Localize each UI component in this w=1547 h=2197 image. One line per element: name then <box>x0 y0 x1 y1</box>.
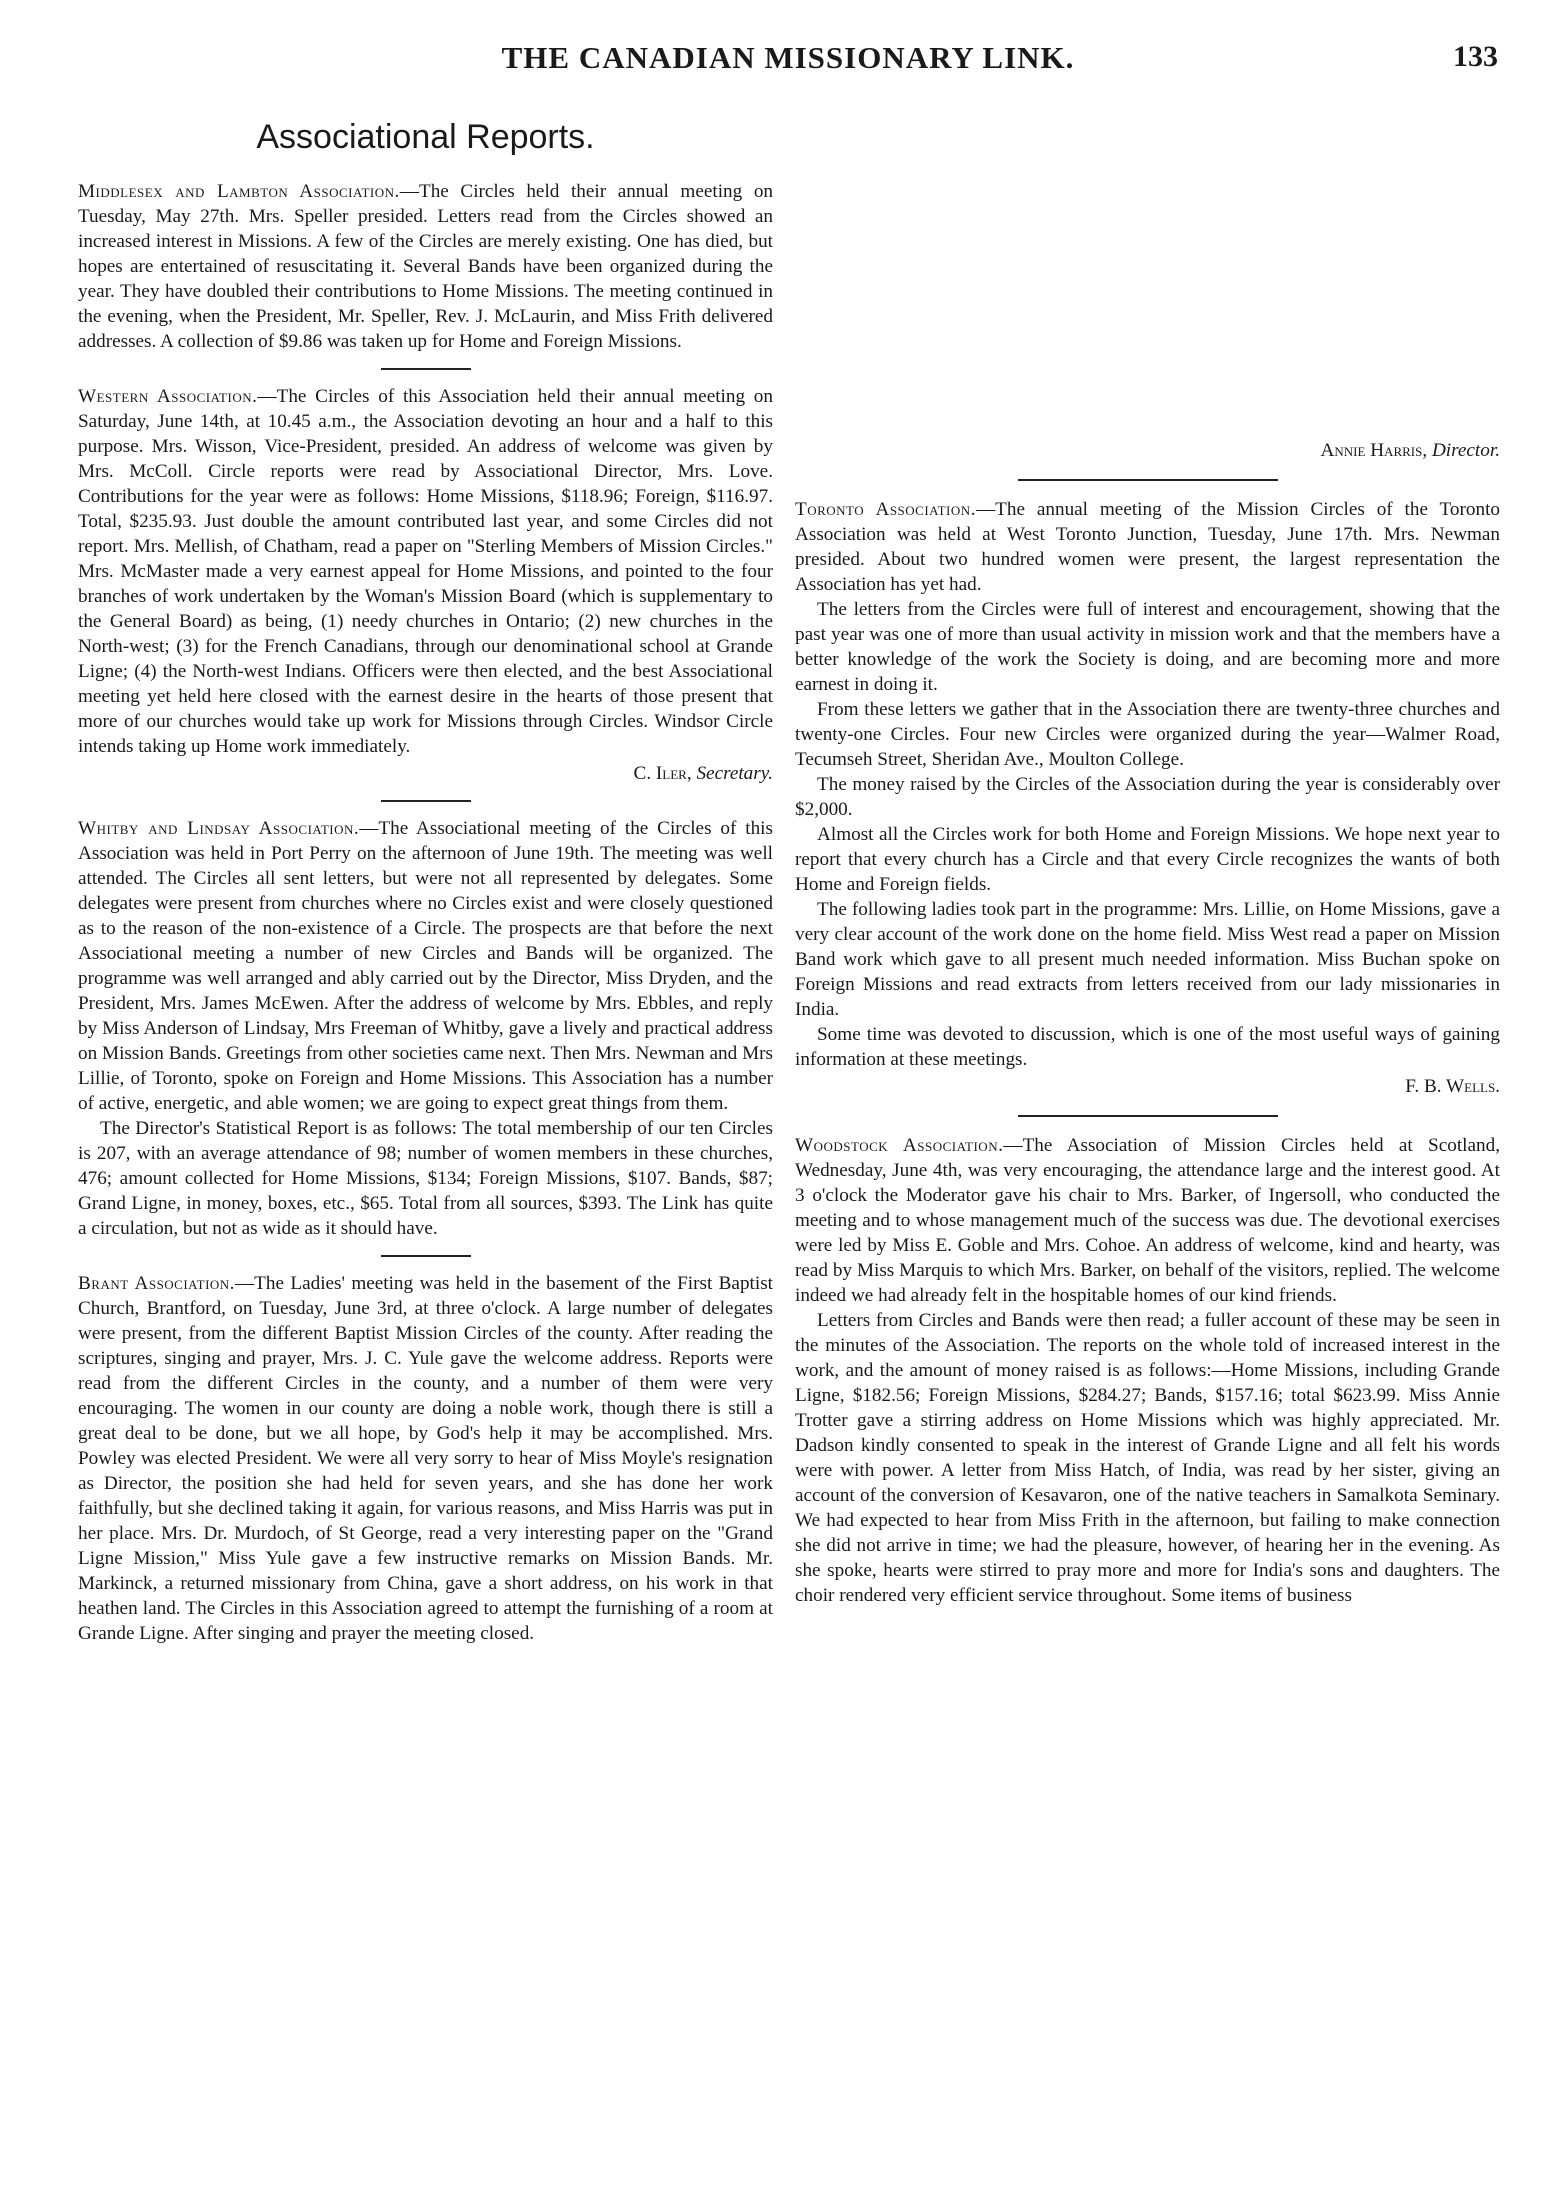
divider-rule <box>1018 1115 1278 1117</box>
report-text: —The Associational meeting of the Circles of this Association was held in Port Perry on the afternoon of June 19th. The meeting was well attended. The Circles all sent letters, but were not all represented by delegates. Some delegates were present from churches where no Circles exist and were closely questioned as to the reason of the non-existence of a Circle. The prospects are that before the next Associational meeting a number of new Circles and Bands will be organized. The programme was well arranged and ably carried out by the Director, Miss Dryden, and the President, Mrs. James McEwen. After the address of welcome by Mrs. Ebbles, and reply by Miss Anderson of Lindsay, Mrs Freeman of Whitby, gave a lively and practical address on Mission Bands. Greetings from other societies came next. Then Mrs. Newman and Mrs Lillie, of Toronto, spoke on Foreign and Home Missions. This Association has a number of active, energetic, and able women; we are going to expect great things from them. <box>78 818 773 1114</box>
signature-title: Director. <box>1431 440 1500 461</box>
report-signature <box>795 438 1500 463</box>
divider-rule <box>1018 479 1278 481</box>
report-paragraph <box>78 179 773 354</box>
report-western <box>78 384 773 786</box>
report-signature <box>795 1074 1500 1099</box>
report-signature <box>78 761 773 786</box>
report-text: —The Circles held their annual meeting on Tuesday, May 27th. Mrs. Speller presided. Letters read from the Circles showed an increased interest in Missions. A few of the Circles are merely existing. One has died, but hopes are entertained of resuscitating it. Several Bands have been organized during the year. They have doubled their contributions to Home Missions. The meeting continued in the evening, when the President, Mr. Speller, Rev. J. McLaurin, and Miss Frith delivered addresses. A collection of $9.86 was taken up for Home and Foreign Missions. <box>78 181 774 352</box>
report-middlesex <box>78 179 773 354</box>
divider-rule <box>381 1255 471 1257</box>
report-paragraph: Letters from Circles and Bands were then read; a fuller account of these may be seen in the minutes of the Association. The reports on the whole told of increased interest in the work, and the amount of money raised is as follows:—Home Missions, including Grande Ligne, $182.56; Foreign Missions, $284.27; Bands, $157.16; total $623.99. Miss Annie Trotter gave a stirring address on Home Missions which was highly appreciated. Mr. Dadson kindly consented to speak in the interest of Grande Ligne and all felt his words were with power. A letter from Miss Hatch, of India, was read by her sister, giving an account of the conversion of Kesavaron, one of the native teachers in Samalkota Seminary. We had expected to hear from Miss Frith in the afternoon, but failing to make connection she did not arrive in time; we had the pleasure, however, of hearing her in the evening. As she spoke, hearts were stirred to pray more and more for India's sons and daughters. The choir rendered very efficient service throughout. Some items of business <box>795 1310 1500 1606</box>
report-paragraph: Almost all the Circles work for both Home and Foreign Missions. We hope next year to report that every church has a Circle and that every Circle recognizes the wants of both Home and Foreign fields. <box>795 824 1500 895</box>
signature-title: Secretary. <box>696 763 773 784</box>
report-paragraph <box>78 384 773 759</box>
report-woodstock <box>795 1133 1500 1608</box>
report-paragraph <box>795 497 1500 597</box>
report-paragraph: The money raised by the Circles of the Association during the year is considerably over $2,000. <box>795 774 1500 820</box>
report-heading: Middlesex and Lambton Association. <box>78 181 400 202</box>
page-header <box>78 40 1498 96</box>
right-column <box>795 108 1500 1614</box>
report-heading: Brant Association. <box>78 1273 235 1294</box>
report-text: —The Circles of this Association held their annual meeting on Saturday, June 14th, at 10.45 a.m., the Association devoting an hour and a half to this purpose. Mrs. Wisson, Vice-President, presided. An address of welcome was given by Mrs. McColl. Circle reports were read by Associational Director, Mrs. Love. Contributions for the year were as follows: Home Missions, $118.96; Foreign, $116.97. Total, $235.93. Just double the amount contributed last year, and some Circles did not report. Mrs. Mellish, of Chatham, read a paper on "Sterling Members of Mission Circles." Mrs. McMaster made a very earnest appeal for Home Missions, and pointed to the four branches of work undertaken by the Woman's Mission Board (which is supplementary to the General Board) as being, (1) needy churches in Ontario; (2) new churches in the North-west; (3) for the French Canadians, through our denominational school at Grande Ligne; (4) the North-west Indians. Officers were then elected, and the best Associational meeting yet held here closed with the earnest desire in the hearts of those present that more of our churches would take up work for Missions through Circles. Windsor Circle intends taking up Home work immediately. <box>78 386 773 757</box>
report-heading: Western Association. <box>78 386 258 407</box>
report-heading: Woodstock Association. <box>795 1135 1004 1156</box>
page-number: 133 <box>1453 40 1498 73</box>
divider-rule <box>381 368 471 370</box>
signature-name: C. Iler, <box>633 763 692 784</box>
report-paragraph: The Director's Statistical Report is as follows: The total membership of our ten Circles is 207, with an average attendance of 98; number of women members in these churches, 476; amount collected for Home Missions, $134; Foreign Missions, $107. Bands, $87; Grand Ligne, in money, boxes, etc., $65. Total from all sources, $393. The Link has quite a circulation, but not as wide as it should have. <box>78 1118 773 1239</box>
report-paragraph <box>78 816 773 1116</box>
report-toronto <box>795 497 1500 1099</box>
report-paragraph: Some time was devoted to discussion, which is one of the most useful ways of gaining information at these meetings. <box>795 1024 1500 1070</box>
report-brant <box>78 1271 773 1646</box>
report-text: —The annual meeting of the Mission Circles of the Toronto Association was held at West Toronto Junction, Tuesday, June 17th. Mrs. Newman presided. About two hundred women were present, the largest representation the Association has yet had. <box>795 499 1500 595</box>
report-paragraph: From these letters we gather that in the Association there are twenty-three churches and twenty-one Circles. Four new Circles were organized during the year—Walmer Road, Tecumseh Street, Sheridan Ave., Moulton College. <box>795 699 1500 770</box>
report-paragraph: The letters from the Circles were full of interest and encouragement, showing that the past year was one of more than usual activity in mission work and that the members have a better knowledge of the work the Society is doing, and are becoming more and more earnest in doing it. <box>795 599 1500 695</box>
report-heading: Whitby and Lindsay Association. <box>78 818 360 839</box>
report-text: —The Ladies' meeting was held in the basement of the First Baptist Church, Brantford, on Tuesday, June 3rd, at three o'clock. A large number of delegates were present, from the different Baptist Mission Circles of the county. After reading the scriptures, singing and prayer, Mrs. J. C. Yule gave the welcome address. Reports were read from the different Circles in the county, and a number of them were very encouraging. The women in our county are doing a noble work, though there is still a great deal to be done, but we all hope, by God's help it may be accomplished. Mrs. Powley was elected President. We were all very sorry to hear of Miss Moyle's resignation as Director, the position she had held for seven years, and she has done her work faithfully, but she declined taking it again, for various reasons, and Miss Harris was put in her place. Mrs. Dr. Murdoch, of St George, read a very interesting paper on the "Grand Ligne Mission," Miss Yule gave a few instructive remarks on Mission Bands. Mr. Markinck, a returned missionary from China, gave a short address, on his work in that heathen land. The Circles in this Association agreed to attempt the furnishing of a room at Grande Ligne. After singing and prayer the meeting closed. <box>78 1273 774 1644</box>
divider-rule <box>381 800 471 802</box>
report-text: —The Association of Mission Circles held at Scotland, Wednesday, June 4th, was very encouraging, the attendance large and the interest good. At 3 o'clock the Moderator gave his chair to Mrs. Barker, of Ingersoll, who conducted the meeting and to whose management much of the success was due. The devotional exercises were led by Miss E. Goble and Mrs. Cohoe. An address of welcome, kind and hearty, was read by Miss Marquis to which Mrs. Barker, on behalf of the visitors, replied. The welcome indeed we had already felt in the hospitable homes of our kind friends. <box>795 1135 1500 1306</box>
report-whitby <box>78 816 773 1241</box>
report-paragraph <box>795 1133 1500 1308</box>
section-title: Associational Reports. <box>256 118 595 156</box>
left-column <box>78 108 773 1652</box>
signature-name: F. B. Wells. <box>1405 1076 1500 1097</box>
report-paragraph <box>78 1271 773 1646</box>
publication-title: THE CANADIAN MISSIONARY LINK. <box>501 40 1075 75</box>
report-heading: Toronto Association. <box>795 499 976 520</box>
report-paragraph: The following ladies took part in the programme: Mrs. Lillie, on Home Missions, gave a very clear account of the work done on the home field. Miss West read a paper on Mission Band work which gave to all present much needed information. Miss Buchan spoke on Foreign Missions and read extracts from letters received from our lady missionaries in India. <box>795 899 1500 1020</box>
signature-name: Annie Harris, <box>1320 440 1428 461</box>
